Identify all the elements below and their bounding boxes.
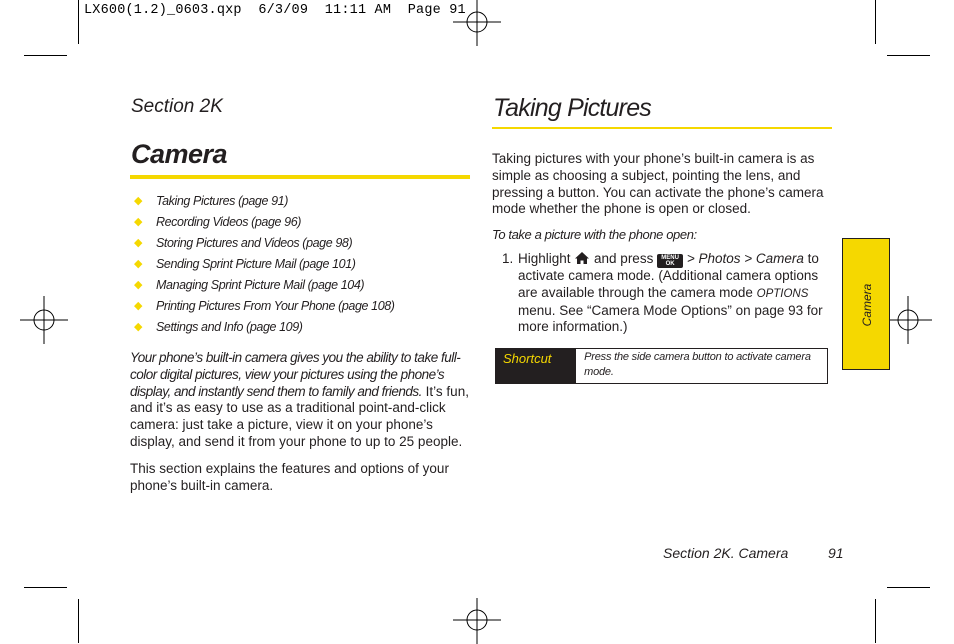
registration-mark-icon [453, 596, 501, 644]
home-icon [574, 251, 590, 265]
diamond-bullet-icon: ◆ [134, 195, 143, 207]
crop-mark [875, 599, 876, 643]
crop-mark [875, 0, 876, 44]
heading-rule [492, 127, 832, 129]
toc-item-label: Settings and Info (page 109) [156, 319, 303, 334]
step-menu-path: > Photos > Camera [683, 251, 804, 266]
crop-mark [78, 599, 79, 643]
procedure-subhead: To take a picture with the phone open: [492, 227, 697, 242]
footer-section: Section 2K. Camera [663, 545, 789, 561]
diamond-bullet-icon: ◆ [134, 216, 143, 228]
intro-paragraph [130, 350, 470, 451]
step-rest-2: menu. See “Camera Mode Options” on page 93 for more information.) [518, 302, 823, 335]
toc-item[interactable] [134, 295, 395, 316]
toc-item[interactable] [134, 211, 395, 232]
toc-item-label: Managing Sprint Picture Mail (page 104) [156, 277, 365, 292]
section-label: Section 2K [131, 96, 223, 117]
toc-item[interactable] [134, 316, 395, 337]
step-highlight: Highlight [518, 251, 575, 266]
page-title: Camera [131, 139, 228, 169]
diamond-bullet-icon: ◆ [134, 237, 143, 249]
diamond-bullet-icon: ◆ [134, 300, 143, 312]
body-paragraph: Taking pictures with your phone’s built-in camera is as simple as choosing a subject, pointing the lens, and pressing a button. You can activate the phone’s camera mode whether the phone is open or closed. [492, 151, 824, 217]
crop-mark [24, 587, 67, 588]
crop-mark [78, 0, 79, 44]
crop-mark [24, 55, 67, 56]
footer-page-number: 91 [828, 545, 844, 561]
step-text [518, 251, 833, 336]
toc-item[interactable] [134, 190, 395, 211]
registration-mark-icon [20, 296, 68, 344]
side-tab-label: Camera [860, 283, 874, 327]
menu-ok-key-icon: MENU OK [657, 254, 683, 268]
diamond-bullet-icon: ◆ [134, 279, 143, 291]
toc-item-label: Recording Videos (page 96) [156, 214, 302, 229]
print-slug: LX600(1.2)_0603.qxp 6/3/09 11:11 AM Page 91 [84, 3, 466, 18]
step-number: 1. [502, 251, 514, 266]
toc-item-label: Taking Pictures (page 91) [156, 193, 288, 208]
shortcut-box [495, 348, 828, 384]
toc-item[interactable] [134, 253, 395, 274]
title-rule [130, 175, 470, 179]
intro-lead: Your phone’s built-in camera gives you the ability to take full-color digital pictures, view your pictures using the phone’s display, and instantly send them to family and friends. [130, 350, 461, 399]
shortcut-text: Press the side camera button to activate camera mode. [584, 351, 811, 378]
options-key-label: OPTIONS [756, 287, 809, 300]
crop-mark [887, 587, 930, 588]
toc-item-label: Sending Sprint Picture Mail (page 101) [156, 256, 356, 271]
toc-item-label: Printing Pictures From Your Phone (page 108) [156, 298, 395, 313]
toc-item[interactable] [134, 274, 395, 295]
diamond-bullet-icon: ◆ [134, 258, 143, 270]
summary-paragraph: This section explains the features and options of your phone’s built-in camera. [130, 461, 449, 493]
section-toc [134, 190, 395, 337]
toc-item[interactable] [134, 232, 395, 253]
diamond-bullet-icon: ◆ [134, 321, 143, 333]
toc-item-label: Storing Pictures and Videos (page 98) [156, 235, 353, 250]
intro-rest: It’s fun, and it’s as easy to use as a traditional point-and-click camera: just take a picture, view it on your phone’s display, and send it from your phone to up to 25 people. [130, 383, 469, 449]
step-and-press: and press [590, 251, 658, 266]
chapter-side-tab [842, 238, 890, 370]
section-heading: Taking Pictures [493, 94, 651, 122]
step-rest-1: to activate camera mode. (Additional camera options are available through the camera mode [518, 251, 819, 300]
registration-mark-icon [453, 0, 501, 48]
registration-mark-icon [884, 296, 932, 344]
shortcut-label: Shortcut [496, 349, 576, 383]
crop-mark [887, 55, 930, 56]
